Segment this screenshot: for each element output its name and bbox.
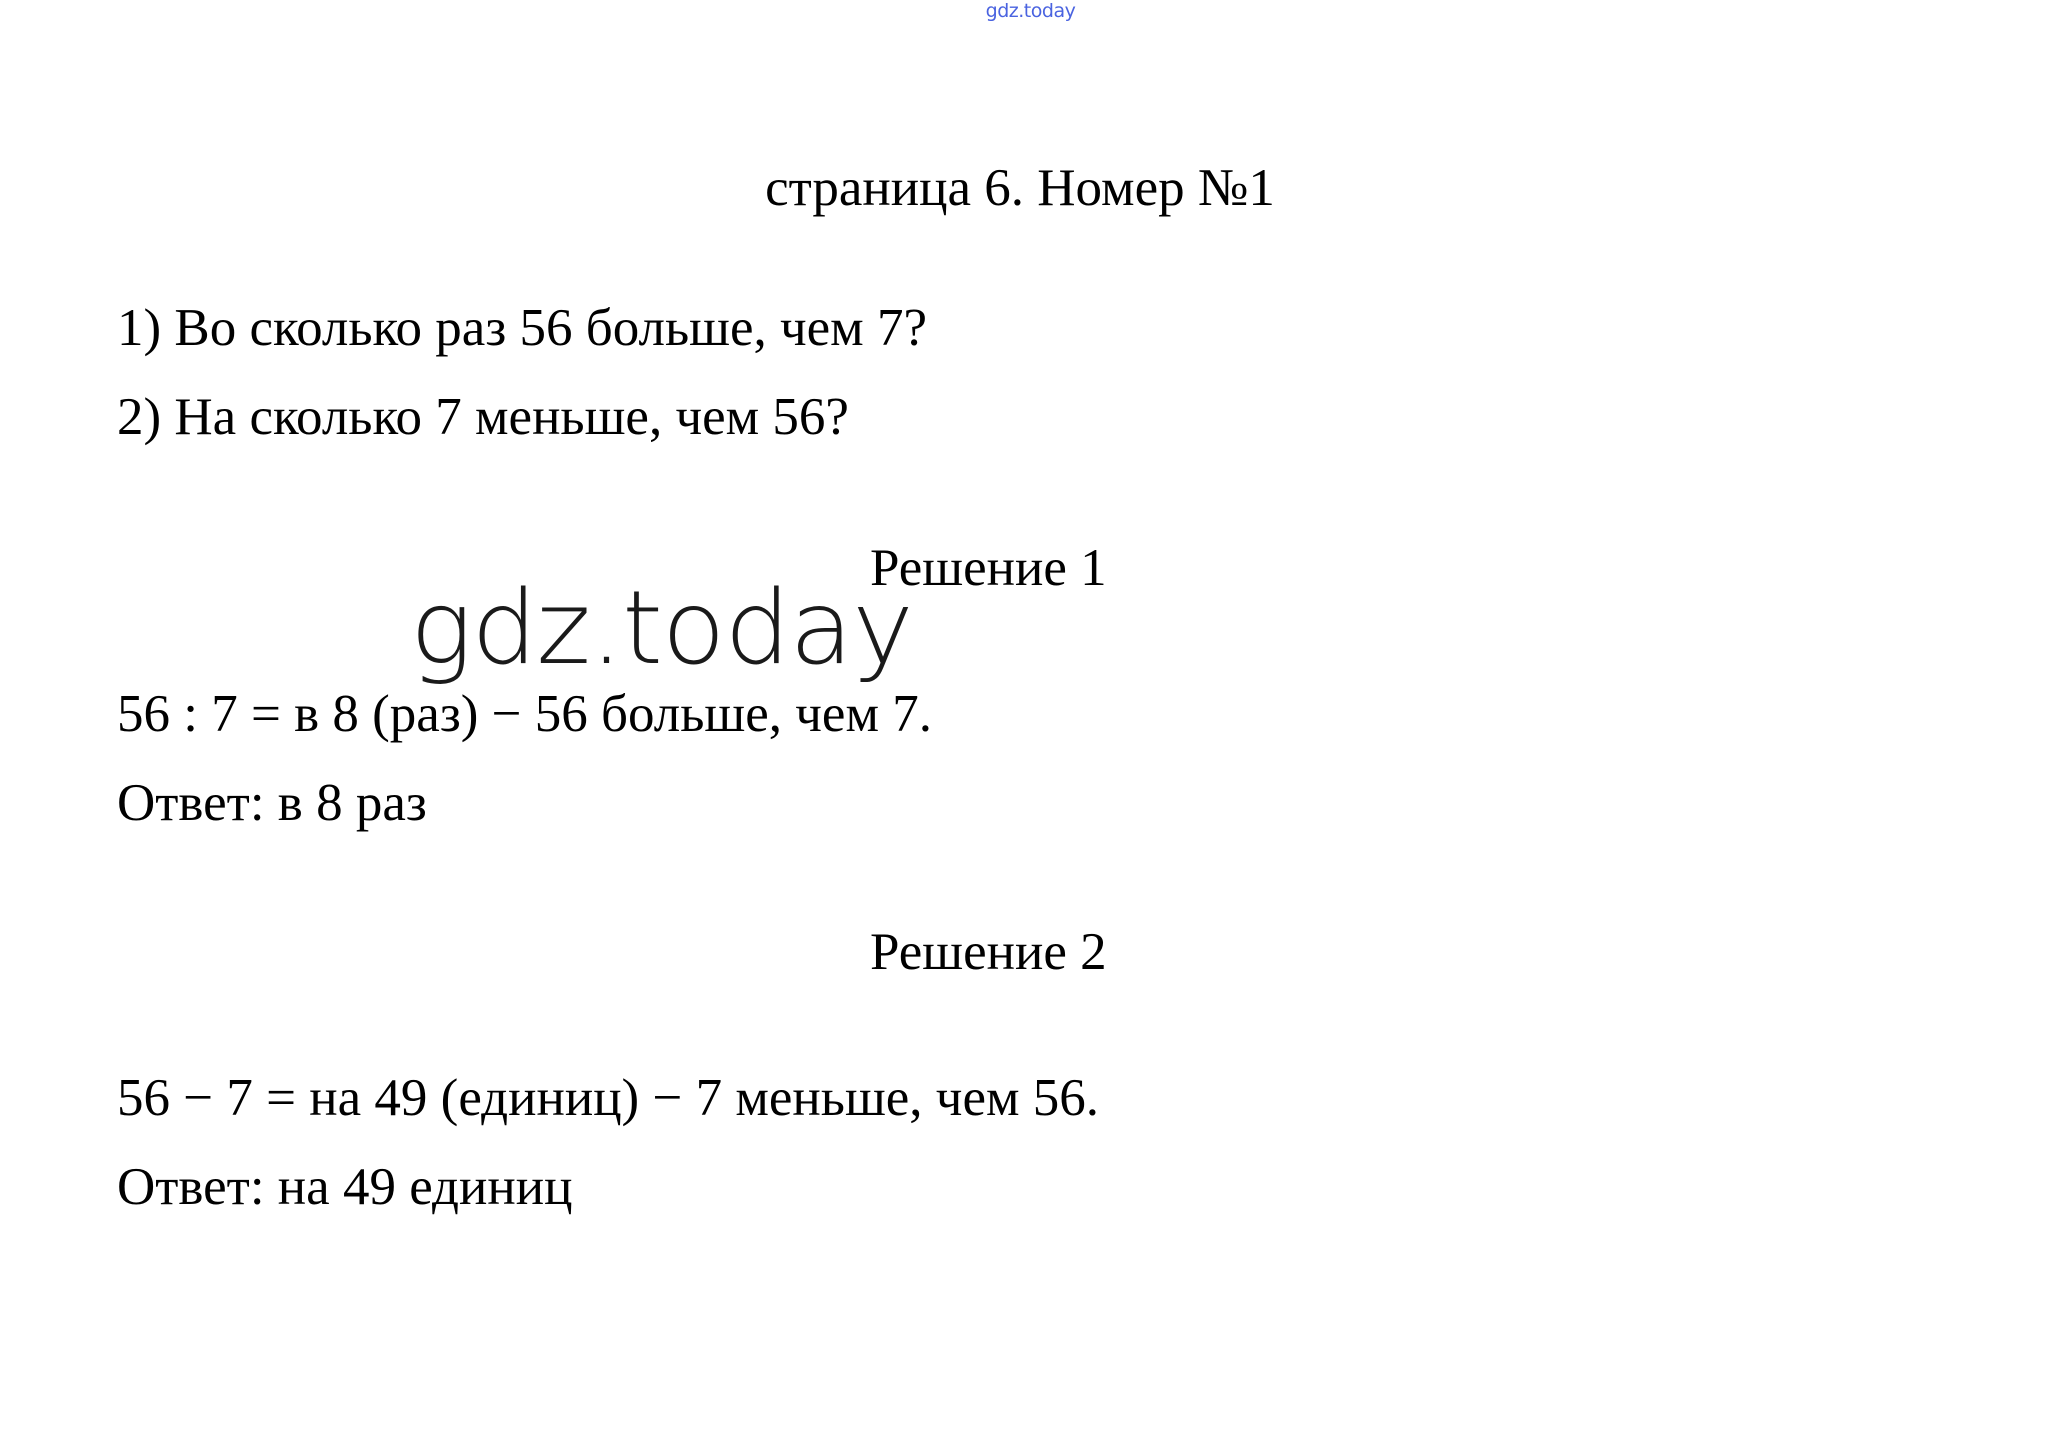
center-watermark: gdz.today — [410, 568, 913, 688]
top-watermark: gdz.today — [985, 0, 1076, 22]
solution-1-line: 56 : 7 = в 8 (раз) − 56 больше, чем 7. — [117, 685, 932, 743]
solution-2-answer: Ответ: на 49 единиц — [117, 1158, 573, 1216]
solution-1-heading: Решение 1 — [870, 539, 1107, 597]
question-1: 1) Во сколько раз 56 больше, чем 7? — [117, 299, 927, 357]
solution-2-heading: Решение 2 — [870, 923, 1107, 981]
question-2: 2) На сколько 7 меньше, чем 56? — [117, 388, 849, 446]
solution-2-line: 56 − 7 = на 49 (единиц) − 7 меньше, чем 56. — [117, 1069, 1100, 1127]
solution-1-answer: Ответ: в 8 раз — [117, 774, 427, 832]
page-title: страница 6. Номер №1 — [765, 159, 1275, 217]
